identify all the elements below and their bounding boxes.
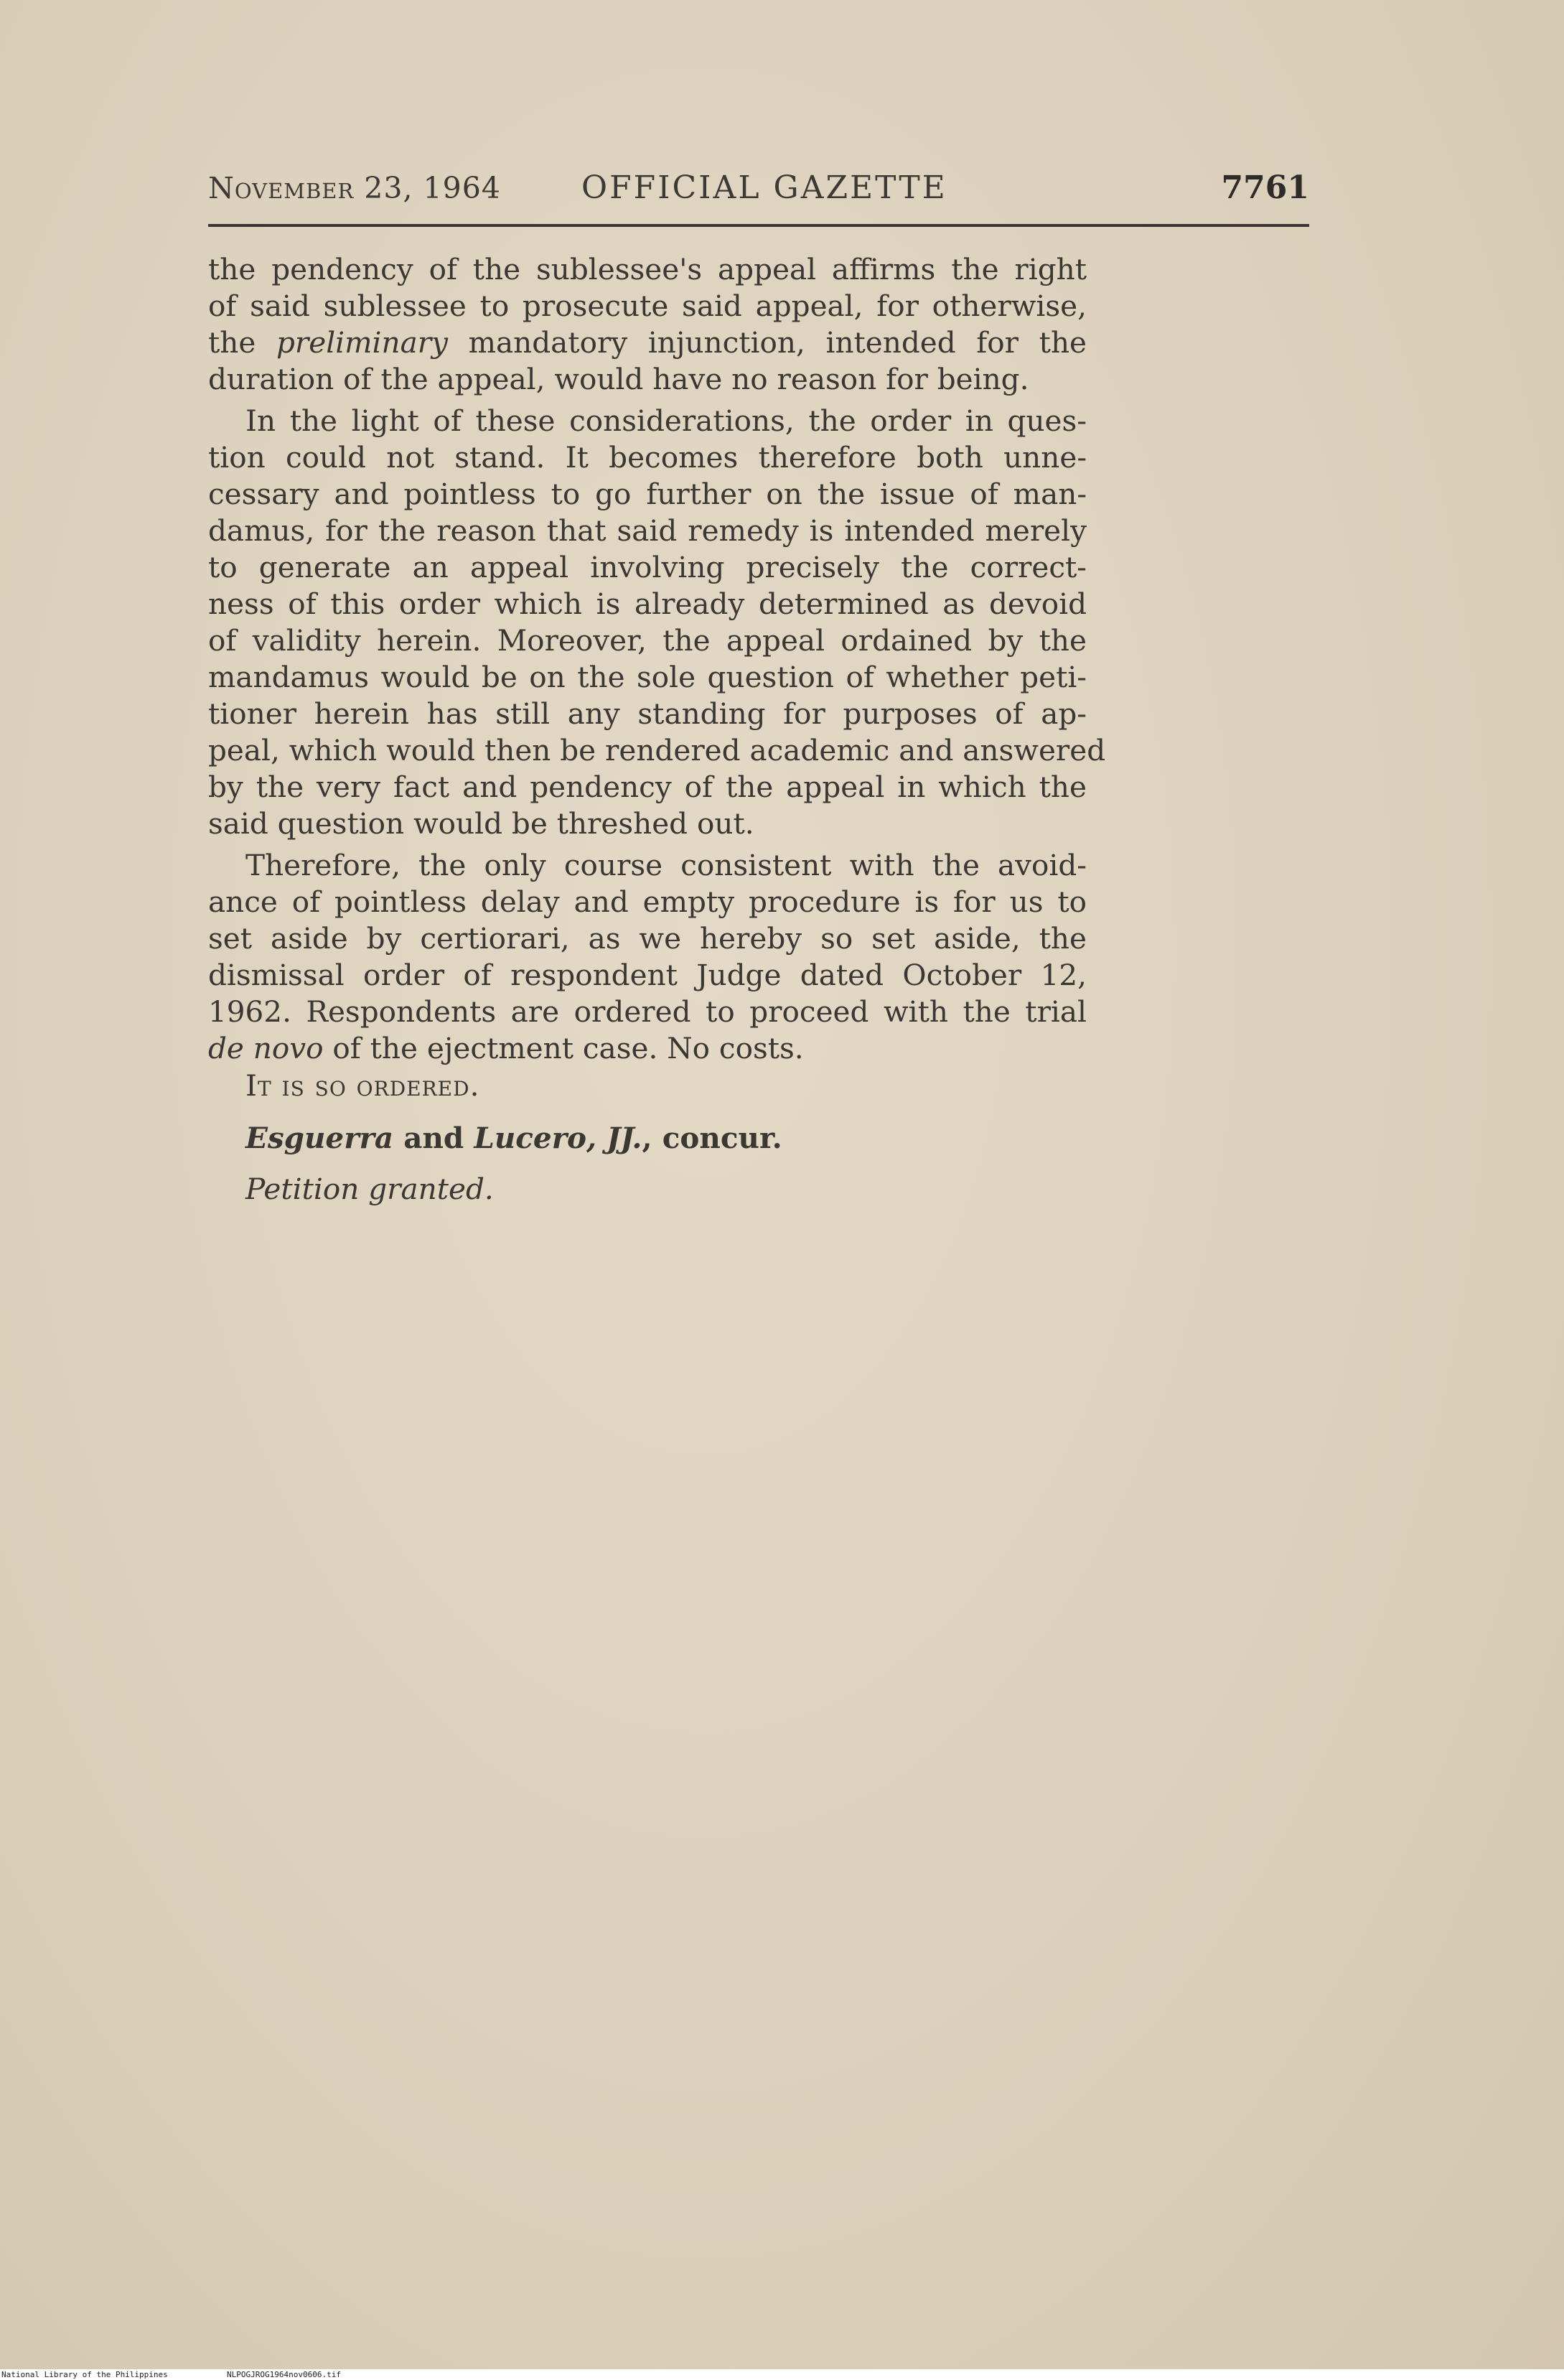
text-line: the pendency of the sublessee's appeal affirms the right: [208, 252, 1087, 286]
text-line: to generate an appeal involving precisely the correct-: [208, 550, 1087, 584]
disposition-text: Petition granted.: [245, 1172, 494, 1206]
text-line: of validity herein. Moreover, the appeal ordained by the: [208, 623, 1087, 658]
text-line: damus, for the reason that said remedy is intended merely: [208, 513, 1087, 548]
file-name: NLPOGJROG1964nov0606.tif: [227, 2370, 341, 2379]
text-line: tion could not stand. It becomes therefore both unne-: [208, 440, 1087, 475]
text-line: Therefore, the only course consistent with the avoid-: [245, 848, 1087, 882]
paragraph-1: [208, 251, 1087, 398]
header-rule: [208, 224, 1309, 227]
order-statement: It is so ordered.: [245, 1068, 480, 1103]
text-line: [208, 1030, 1087, 1067]
disposition: [245, 1171, 494, 1208]
text-line: tioner herein has still any standing for purposes of ap-: [208, 696, 1087, 731]
header-title: OFFICIAL GAZETTE: [581, 169, 947, 206]
text-line: of said sublessee to prosecute said appeal, for otherwise,: [208, 289, 1087, 323]
emphasized-word: preliminary: [276, 325, 448, 360]
text-line: dismissal order of respondent Judge dated October 12,: [208, 958, 1087, 992]
text-line: ance of pointless delay and empty procedure is for us to: [208, 885, 1087, 919]
text-line: peal, which would then be rendered academic and answered: [208, 733, 1106, 767]
text-line: ness of this order which is already determined as devoid: [208, 587, 1087, 621]
text-line: duration of the appeal, would have no reason for being.: [208, 362, 1029, 396]
page-number: 7761: [1221, 169, 1309, 206]
text-line: In the light of these considerations, the order in ques-: [245, 403, 1087, 438]
text-line: said question would be threshed out.: [208, 806, 754, 841]
scan-footer: [0, 2369, 1564, 2380]
text-line: set aside by certiorari, as we hereby so set aside, the: [208, 921, 1087, 956]
text-line: the preliminary mandatory injunction, intended for the: [208, 325, 1087, 360]
text-line: mandamus would be on the sole question of whether peti-: [208, 660, 1087, 694]
text-line: cessary and pointless to go further on the issue of man-: [208, 477, 1087, 511]
paragraph-3: [208, 847, 1087, 1067]
text-line: 1962. Respondents are ordered to proceed with the trial: [208, 994, 1087, 1029]
running-header: [208, 167, 1309, 217]
body-text: [208, 251, 1106, 1072]
text-fragment: , concur.: [642, 1121, 782, 1155]
justice-name: Lucero, JJ.: [474, 1121, 642, 1155]
library-credit: National Library of the Philippines: [1, 2370, 168, 2379]
paragraph-2: [208, 403, 1106, 842]
text-line: by the very fact and pendency of the appeal in which the: [208, 770, 1087, 804]
text-fragment: of the ejectment case. No costs.: [323, 1031, 804, 1065]
latin-phrase: de novo: [208, 1031, 324, 1065]
text-fragment: and: [393, 1121, 474, 1155]
concurrence-line: [245, 1120, 782, 1157]
header-date: November 23, 1964: [208, 171, 501, 205]
justice-name: Esguerra: [245, 1121, 394, 1155]
